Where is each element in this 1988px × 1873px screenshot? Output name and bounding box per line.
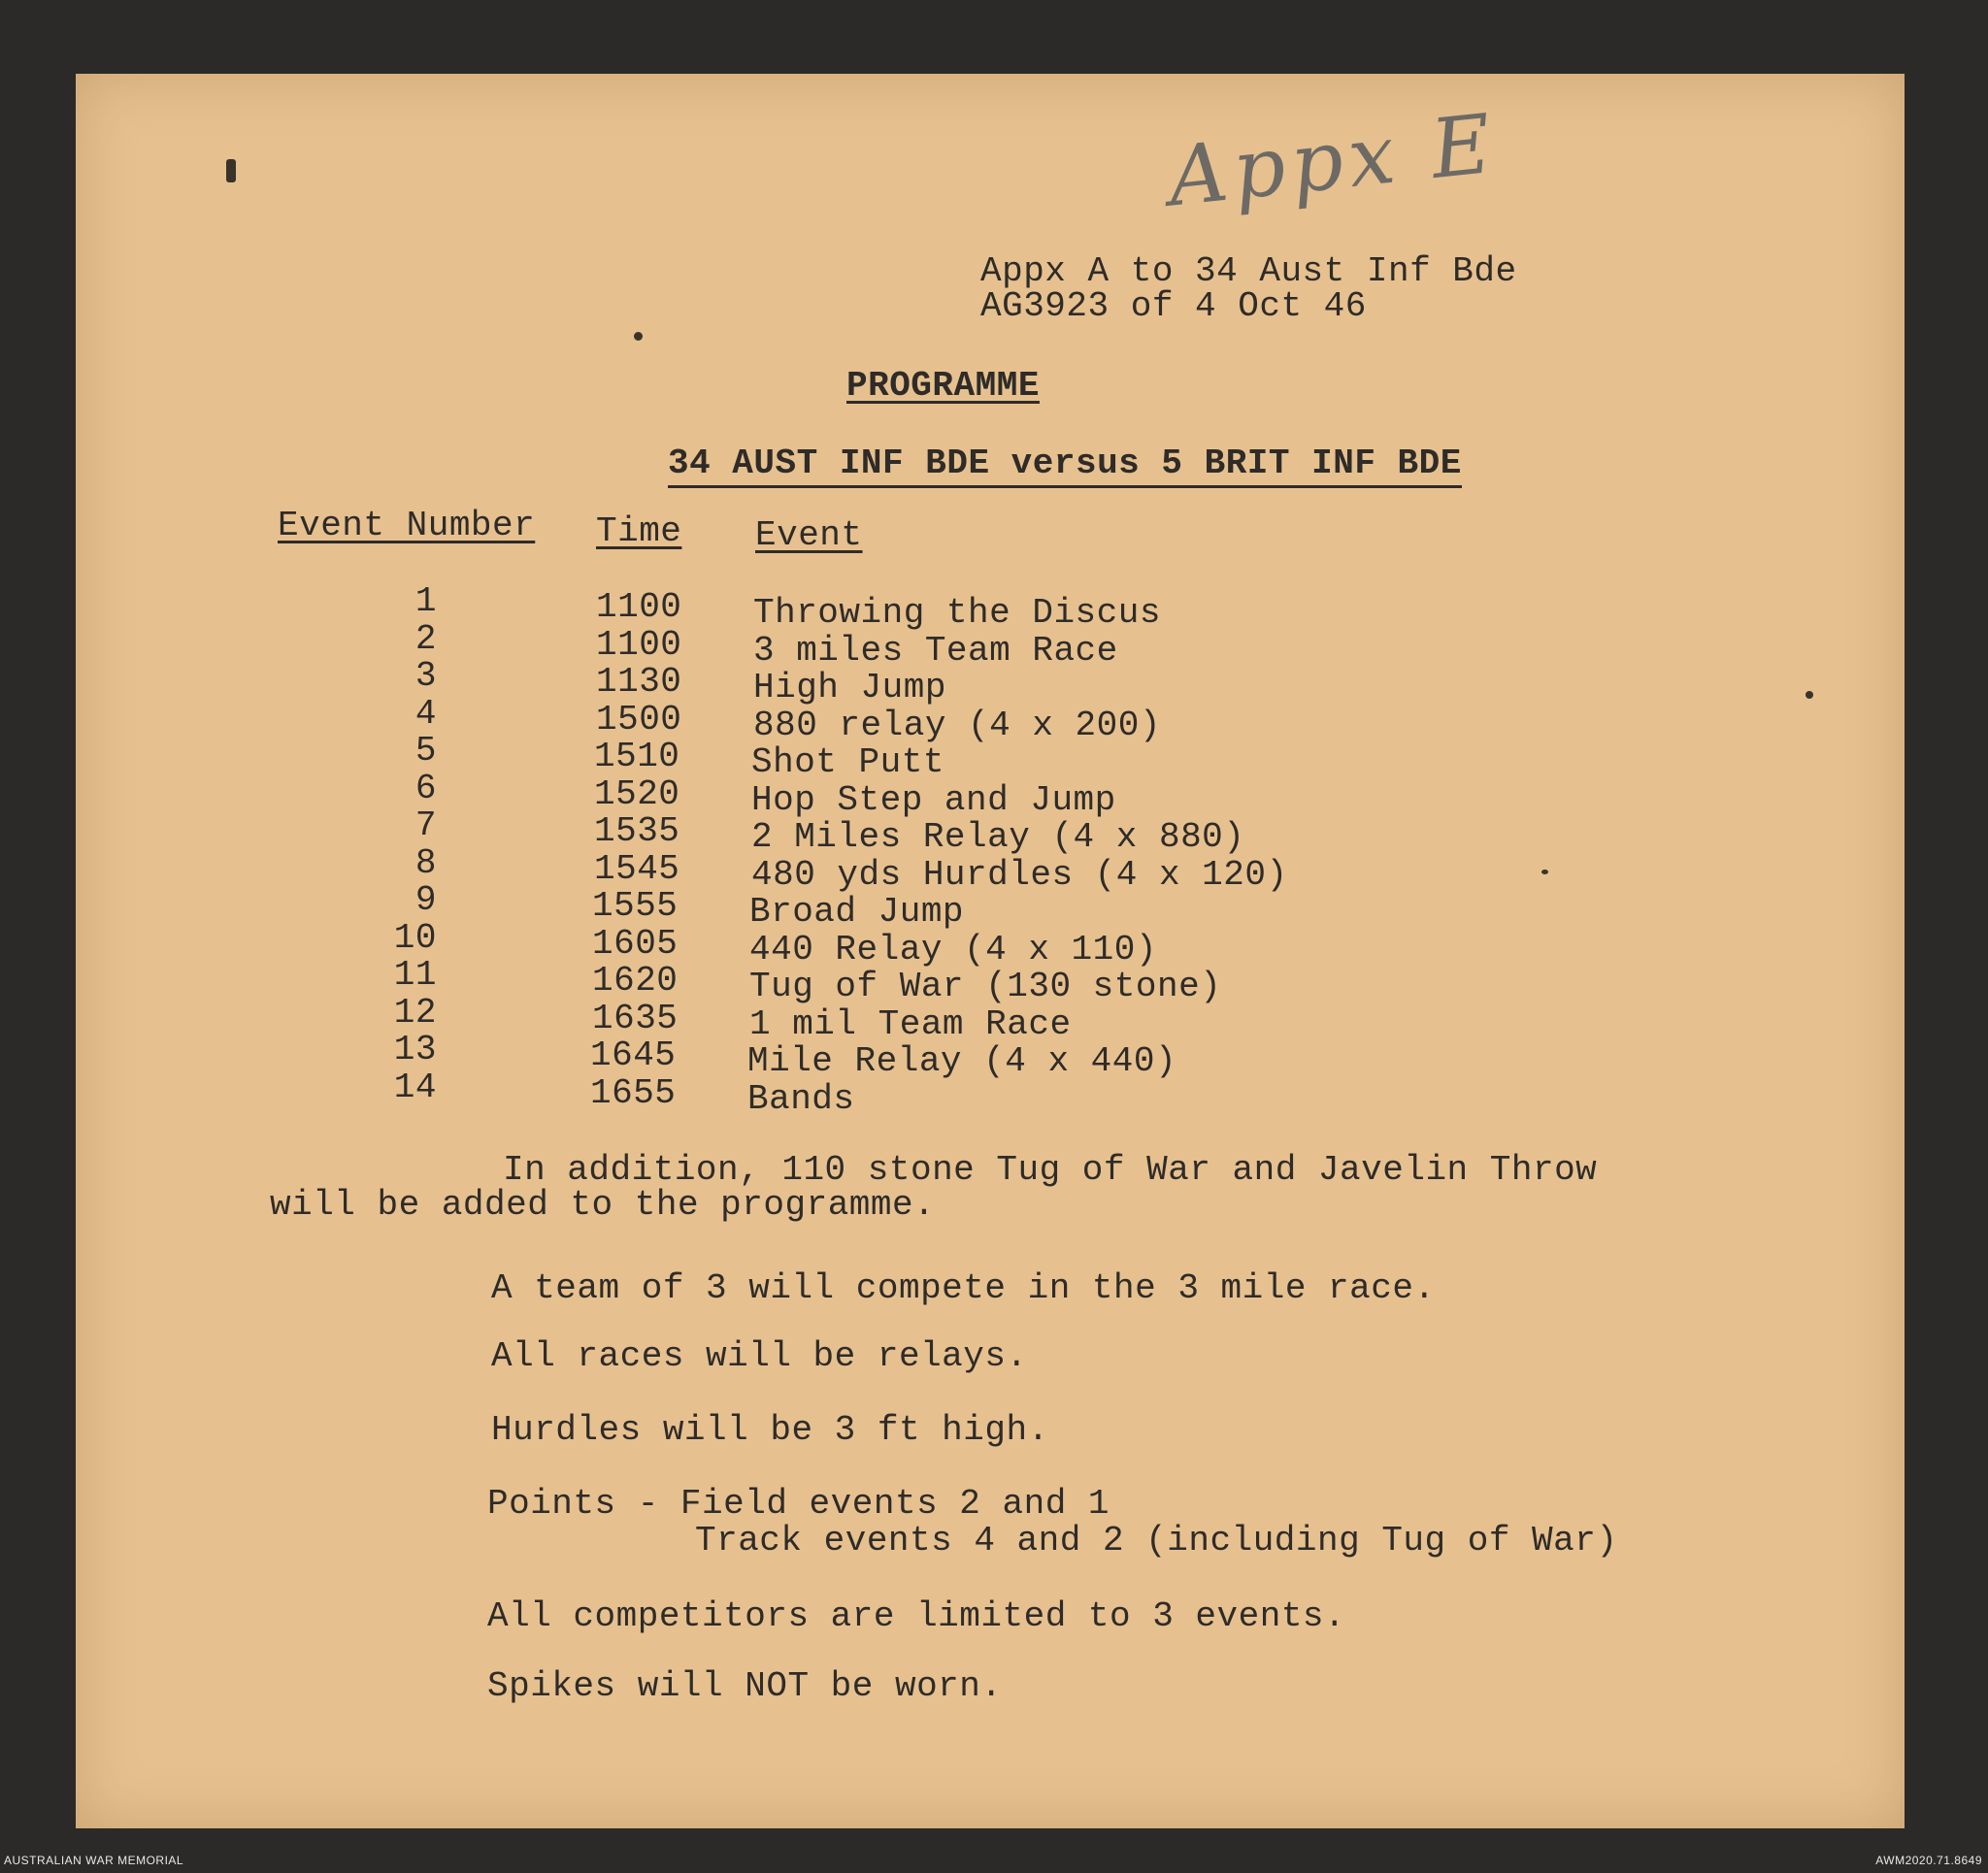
note-addition-line-2: will be added to the programme. (270, 1185, 936, 1225)
event-name-cell: 1 mil Team Race (749, 1004, 1072, 1044)
event-time-cell: 1500 (596, 700, 682, 739)
page-subtitle-text: 34 AUST INF BDE versus 5 BRIT INF BDE (668, 444, 1462, 488)
event-time-cell: 1520 (594, 774, 680, 814)
ink-speck (1806, 691, 1813, 699)
event-time-cell: 1605 (592, 924, 679, 964)
header-time: Time (596, 511, 682, 551)
event-number-cell: 3 (414, 656, 437, 696)
event-number-cell: 8 (414, 843, 437, 883)
event-time-cell: 1130 (596, 662, 682, 702)
ink-speck (226, 159, 236, 182)
event-name-cell: Hop Step and Jump (751, 780, 1116, 820)
note-addition-line-1: In addition, 110 stone Tug of War and Javelin Throw (503, 1150, 1598, 1190)
header-event-number: Event Number (278, 506, 536, 545)
event-name-cell: Tug of War (130 stone) (749, 967, 1222, 1006)
event-number-cell: 4 (414, 694, 437, 734)
event-name-cell: Broad Jump (749, 892, 965, 932)
event-name-cell: High Jump (753, 668, 946, 707)
note-points-line-2: Track events 4 and 2 (including Tug of War) (695, 1521, 1618, 1561)
header-event: Event (755, 515, 863, 555)
event-time-cell: 1555 (592, 886, 679, 926)
event-time-cell: 1620 (592, 961, 679, 1001)
event-name-cell: Mile Relay (4 x 440) (747, 1041, 1177, 1081)
event-number-cell: 9 (414, 880, 437, 920)
event-number-cell: 14 (393, 1068, 437, 1107)
note-team: A team of 3 will compete in the 3 mile race. (491, 1268, 1436, 1308)
ink-speck (1541, 870, 1548, 874)
page-title: PROGRAMME (846, 366, 1040, 406)
event-name-cell: Bands (747, 1079, 855, 1119)
footer-credit: AUSTRALIAN WAR MEMORIAL (4, 1854, 184, 1867)
reference-line-1: Appx A to 34 Aust Inf Bde (980, 251, 1517, 291)
note-hurdles: Hurdles will be 3 ft high. (491, 1410, 1049, 1450)
event-time-cell: 1100 (596, 625, 682, 665)
event-name-cell: 3 miles Team Race (753, 631, 1118, 671)
event-name-cell: 480 yds Hurdles (4 x 120) (751, 855, 1288, 895)
note-limit: All competitors are limited to 3 events. (487, 1596, 1346, 1636)
event-name-cell: 2 Miles Relay (4 x 880) (751, 817, 1245, 857)
event-number-cell: 2 (414, 619, 437, 659)
event-name-cell: 880 relay (4 x 200) (753, 706, 1161, 745)
document-page (76, 74, 1905, 1828)
event-time-cell: 1655 (590, 1073, 677, 1113)
event-name-cell: Shot Putt (751, 742, 944, 782)
reference-line-2: AG3923 of 4 Oct 46 (980, 286, 1367, 326)
event-time-cell: 1100 (596, 587, 682, 627)
event-number-cell: 7 (414, 805, 437, 845)
event-time-cell: 1635 (592, 999, 679, 1038)
event-number-cell: 13 (393, 1030, 437, 1069)
note-spikes: Spikes will NOT be worn. (487, 1666, 1003, 1706)
event-time-cell: 1545 (594, 849, 680, 889)
ink-speck (634, 332, 643, 341)
page-subtitle (668, 444, 1462, 483)
event-number-cell: 12 (393, 993, 437, 1033)
event-number-cell: 5 (414, 731, 437, 771)
handwritten-annotation: Appx E (1163, 95, 1502, 225)
event-number-cell: 6 (414, 769, 437, 808)
note-relays: All races will be relays. (491, 1336, 1028, 1376)
event-name-cell: Throwing the Discus (753, 593, 1161, 633)
event-number-cell: 1 (414, 581, 437, 621)
event-name-cell: 440 Relay (4 x 110) (749, 930, 1157, 969)
event-time-cell: 1645 (590, 1035, 677, 1075)
event-time-cell: 1510 (594, 737, 680, 776)
footer-accession: AWM2020.71.8649 (1875, 1854, 1982, 1867)
event-time-cell: 1535 (594, 811, 680, 851)
note-points-line-1: Points - Field events 2 and 1 (487, 1484, 1110, 1524)
event-number-cell: 11 (393, 955, 437, 995)
event-number-cell: 10 (393, 918, 437, 958)
